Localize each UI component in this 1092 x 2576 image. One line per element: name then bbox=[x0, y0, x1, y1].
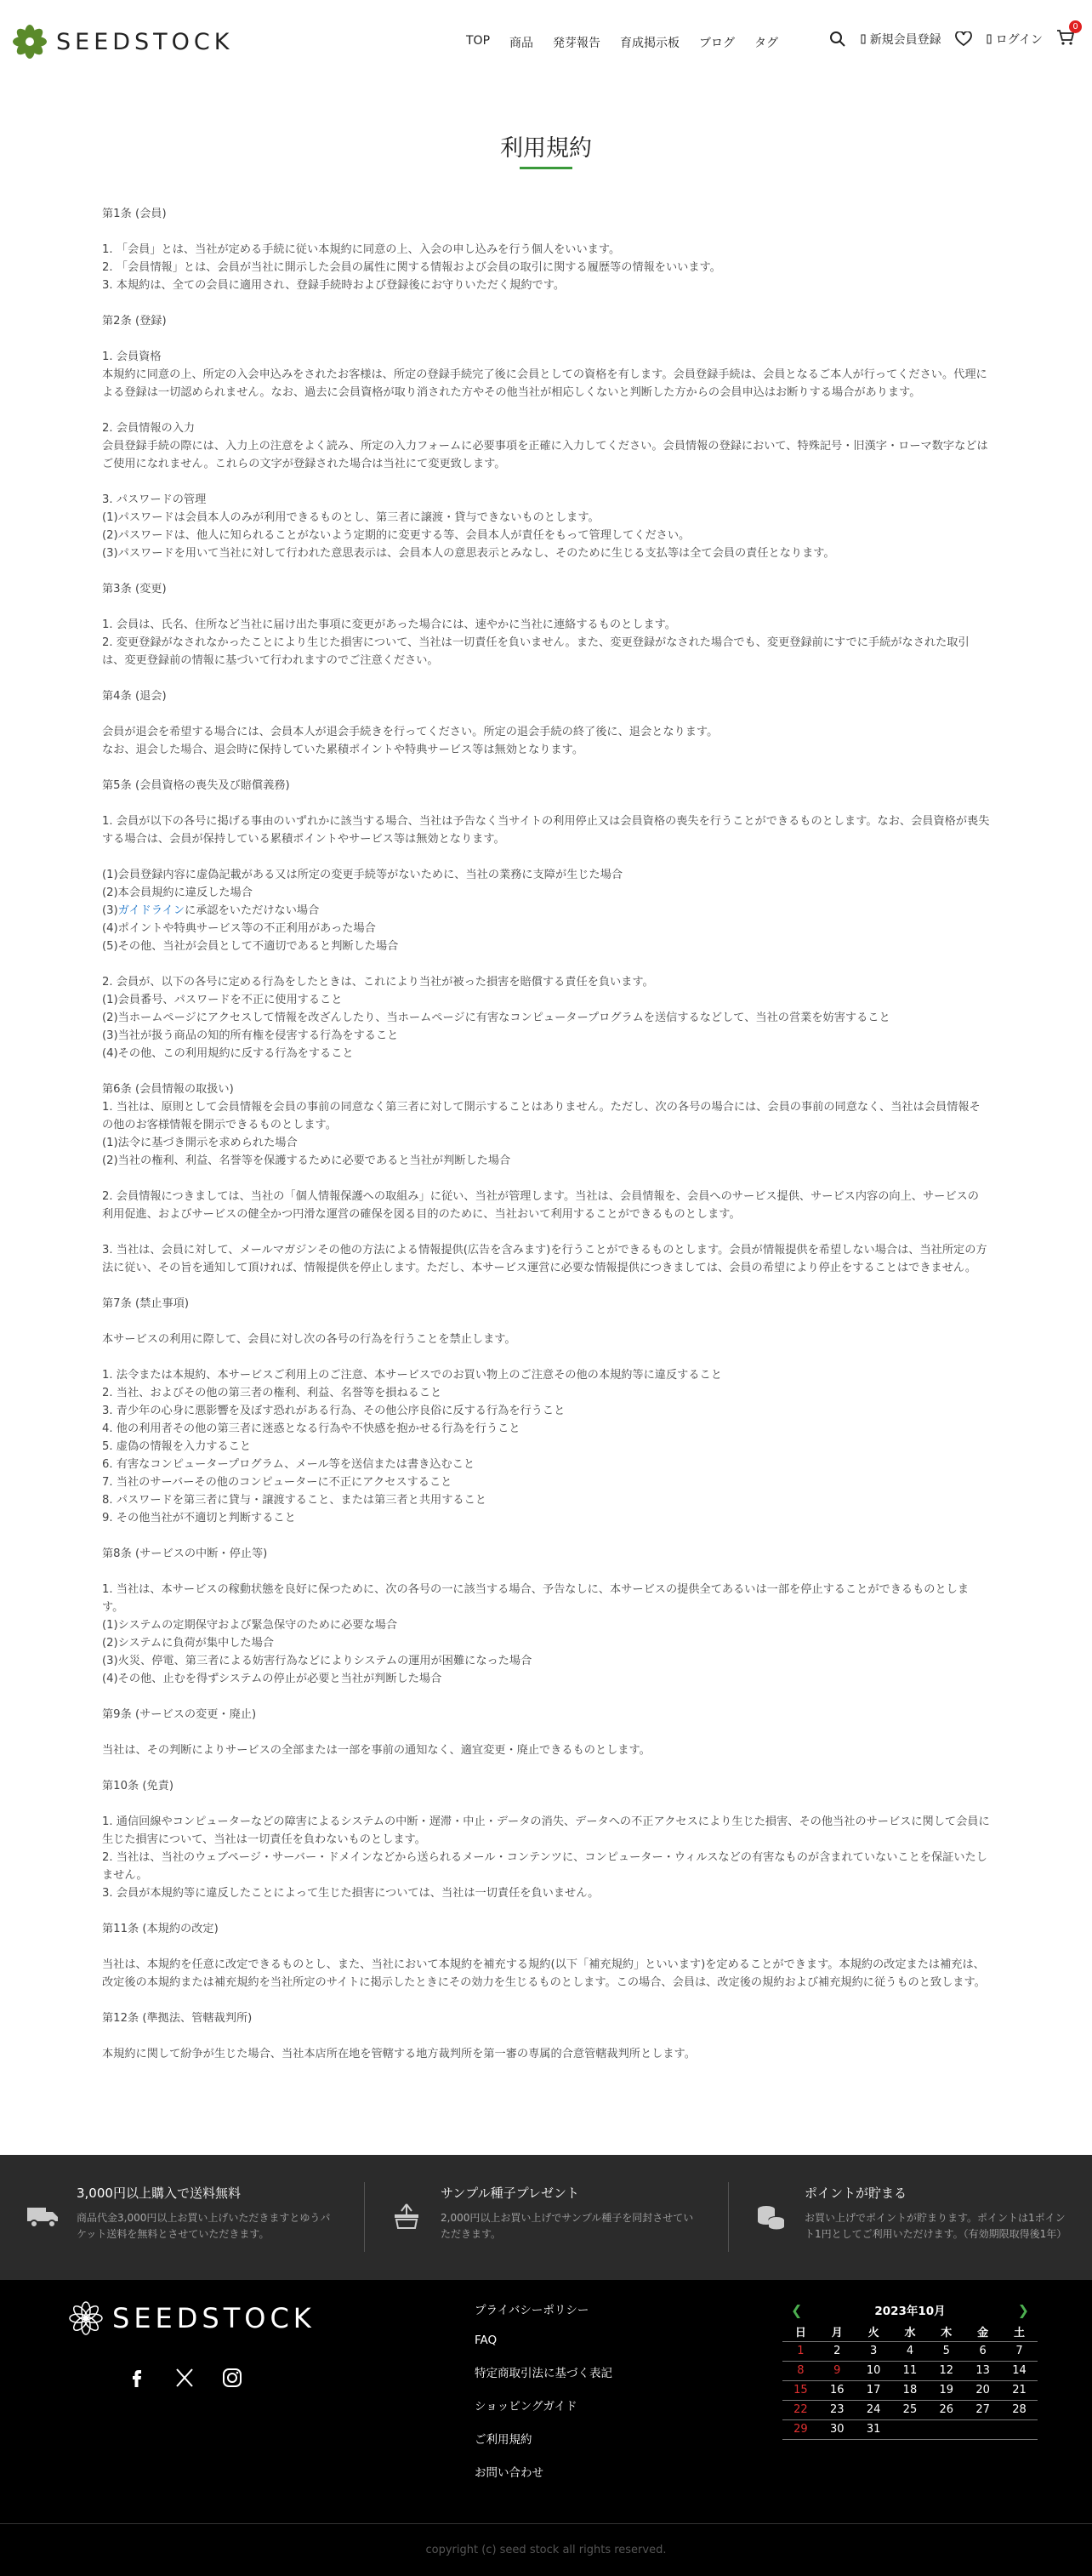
calendar-day bbox=[1001, 2419, 1038, 2439]
title-underline bbox=[520, 167, 572, 169]
feature-desc: お買い上げでポイントが貯まります。ポイントは1ポイント1円としてご利用いただけます。（有効期限取得後1年） bbox=[805, 2212, 1067, 2240]
calendar-weekday: 火 bbox=[856, 2322, 892, 2341]
calendar-day: 19 bbox=[928, 2380, 964, 2400]
register-label: 新規会員登録 bbox=[869, 33, 941, 47]
page-title: 利用規約 bbox=[500, 135, 592, 162]
article-body: 会員が退会を希望する場合には、会員本人が退会手続きを行ってください。所定の退会手続の終了後に、退会となります。 なお、退会した場合、退会時に保持していた累積ポイントや特典サービス等は無効となります。 bbox=[102, 726, 719, 756]
article-heading: 第11条 (本規約の改定) bbox=[102, 1923, 219, 1935]
article-heading: 第1条 (会員) bbox=[102, 208, 167, 220]
gift-icon bbox=[390, 2199, 424, 2233]
footer-link-tokushoho[interactable]: 特定商取引法に基づく表記 bbox=[475, 2367, 612, 2380]
article-heading: 第10条 (免責) bbox=[102, 1780, 174, 1792]
next-month-icon[interactable]: ❯ bbox=[1017, 2301, 1029, 2318]
nav-top[interactable]: TOP bbox=[466, 34, 491, 48]
nav-growing-board[interactable]: 育成掲示板 bbox=[620, 37, 680, 50]
user-plus-icon bbox=[860, 34, 867, 44]
feature-desc: 商品代金3,000円以上お買い上げいただきますとゆうパケット送料を無料とさせていただきます。 bbox=[77, 2212, 331, 2240]
footer-link-shopping-guide[interactable]: ショッピングガイド bbox=[475, 2400, 577, 2414]
calendar-day: 17 bbox=[856, 2380, 892, 2400]
login-label: ログイン bbox=[995, 33, 1043, 47]
feature-title: サンプル種子プレゼント bbox=[441, 2186, 580, 2201]
calendar-header bbox=[782, 2297, 1038, 2322]
prev-month-icon[interactable]: ❮ bbox=[791, 2301, 803, 2318]
heart-icon[interactable] bbox=[955, 31, 972, 47]
header-actions bbox=[829, 22, 1078, 49]
calendar-day: 13 bbox=[964, 2361, 1001, 2380]
calendar-day: 1 bbox=[782, 2341, 819, 2361]
calendar-day: 6 bbox=[964, 2341, 1001, 2361]
site-footer bbox=[0, 2280, 1092, 2576]
disqualification-list bbox=[102, 866, 990, 955]
search-icon[interactable] bbox=[829, 31, 846, 48]
feature-free-shipping bbox=[0, 2155, 364, 2280]
list-item: (1)会員登録内容に虚偽記載がある又は所定の変更手続等がないために、当社の業務に支障が生じた場合 (2)本会員規約に違反した場合 bbox=[102, 869, 623, 899]
article-body: 1. 会員資格 本規約に同意の上、所定の入会申込みをされたお客様は、所定の登録手続完了後に会員としての資格を有します。会員登録手続は、会員となるご本人が行ってください。代理による登録は一切認められません。なお、過去に会員資格が取り消された方やその他当社が相応しくないと判断した方からの会員申込はお断りする場合があります。 bbox=[102, 350, 987, 399]
footer-link-contact[interactable]: お問い合わせ bbox=[475, 2466, 543, 2480]
article-body: 2. 会員が、以下の各号に定める行為をしたときは、これにより当社が被った損害を賠償する責任を負います。 (1)会員番号、パスワードを不正に使用すること (2)当ホームページにアクセスして情報を改ざんしたり、当ホームページに有害なコンピュータープログラムを送信するなどして、当社の営業を妨害すること (3)当社が扱う商品の知的所有権を侵害する行為をすること (4)その他、この利用規約に反する行為をすること bbox=[102, 976, 890, 1060]
calendar-day: 11 bbox=[892, 2361, 929, 2380]
article-heading: 第12条 (準拠法、管轄裁判所) bbox=[102, 2012, 253, 2025]
guideline-link[interactable]: ガイドライン bbox=[117, 904, 185, 917]
nav-blog[interactable]: ブログ bbox=[699, 37, 736, 50]
calendar-day: 18 bbox=[892, 2380, 929, 2400]
footer-link-privacy[interactable]: プライバシーポリシー bbox=[475, 2304, 589, 2317]
calendar-table bbox=[782, 2322, 1038, 2440]
footer-logo[interactable] bbox=[68, 2300, 316, 2336]
calendar-weekday: 月 bbox=[819, 2322, 856, 2341]
feature-title: ポイントが貯まる bbox=[805, 2186, 907, 2201]
article-heading: 第7条 (禁止事項) bbox=[102, 1297, 189, 1310]
article-heading: 第9条 (サービスの変更・廃止) bbox=[102, 1708, 257, 1721]
business-calendar bbox=[782, 2297, 1038, 2440]
article-body: 1. 会員が以下の各号に掲げる事由のいずれかに該当する場合、当社は予告なく当サイトの利用停止又は会員資格の喪失を行うことができるものとします。なお、会員資格が喪失する場合は、会員が保持している累積ポイントやサービス等は無効となります。 bbox=[102, 815, 990, 846]
calendar-day: 4 bbox=[892, 2341, 929, 2361]
feature-title: 3,000円以上購入で送料無料 bbox=[77, 2186, 241, 2201]
calendar-day bbox=[928, 2419, 964, 2439]
calendar-day: 20 bbox=[964, 2380, 1001, 2400]
calendar-day: 7 bbox=[1001, 2341, 1038, 2361]
calendar-day: 30 bbox=[819, 2419, 856, 2439]
cart-count-badge: 0 bbox=[1069, 20, 1082, 33]
calendar-day: 25 bbox=[892, 2400, 929, 2419]
register-link[interactable] bbox=[860, 31, 941, 48]
article-body: 3. パスワードの管理 (1)パスワードは会員本人のみが利用できるものとし、第三者に譲渡・貸与できないものとします。 (2)パスワードは、他人に知られることがないよう定期的に変更する等、会員本人が責任をもって管理してください。 (3)パスワードを用いて当社に対して行われた意思表示は、会員本人の意思表示とみなし、そのために生じる支払等は全て会員の責任となります。 bbox=[102, 493, 835, 560]
article-body: 第6条 (会員情報の取扱い) 1. 当社は、原則として会員情報を会員の事前の同意なく第三者に対して開示することはありません。ただし、次の各号の場合には、会員の事前の同意なく、当社は会員情報その他のお客様情報を開示できるものとします。 (1)法令に基づき開示を求められた場合 (2)当社の権利、利益、名誉等を保護するために必要であると当社が判断した場合 bbox=[102, 1083, 981, 1167]
login-icon bbox=[986, 34, 992, 44]
cart-button[interactable] bbox=[1056, 22, 1078, 49]
list-item bbox=[102, 902, 990, 920]
list-item-suffix: に承認をいただけない場合 bbox=[185, 904, 320, 917]
calendar-day: 22 bbox=[782, 2400, 819, 2419]
article-body: 本規約に関して紛争が生じた場合、当社本店所在地を管轄する地方裁判所を第一審の専属的合意管轄裁判所とします。 bbox=[102, 2048, 696, 2060]
calendar-day: 21 bbox=[1001, 2380, 1038, 2400]
calendar-title: 2023年10月 bbox=[874, 2305, 946, 2318]
article-body: 1. 法令または本規約、本サービスご利用上のご注意、本サービスでのお買い物上のご注意その他の本規約等に違反すること 2. 当社、およびその他の第三者の権利、利益、名誉等を損ねること 3. 青少年の心身に悪影響を及ぼす恐れがある行為、その他公序良俗に反する行為を行うこと 4. 他の利用者その他の第三者に迷惑となる行為や不快感を抱かせる行為を行うこと 5. 虚偽の情報を入力すること 6. 有害なコンピュータープログラム、メール等を送信または書き込むこと 7. 当社のサーバーその他のコンピューターに不正にアクセスすること 8. パスワードを第三者に貸与・譲渡すること、または第三者と共用すること 9. その他当社が不適切と判断すること bbox=[102, 1369, 722, 1525]
seed-logo-icon bbox=[68, 2300, 104, 2336]
x-twitter-icon[interactable] bbox=[173, 2367, 196, 2389]
calendar-day: 2 bbox=[819, 2341, 856, 2361]
social-links bbox=[126, 2367, 243, 2389]
nav-germination-reports[interactable]: 発芽報告 bbox=[553, 37, 601, 50]
calendar-week bbox=[782, 2419, 1038, 2439]
calendar-day bbox=[892, 2419, 929, 2439]
brand-name: SEEDSTOCK bbox=[56, 28, 234, 55]
footer-link-faq[interactable]: FAQ bbox=[475, 2334, 498, 2347]
calendar-day: 28 bbox=[1001, 2400, 1038, 2419]
copyright: copyright (c) seed stock all rights reserved. bbox=[425, 2544, 667, 2556]
facebook-icon[interactable] bbox=[126, 2367, 148, 2389]
calendar-week bbox=[782, 2400, 1038, 2419]
calendar-day bbox=[964, 2419, 1001, 2439]
calendar-day: 15 bbox=[782, 2380, 819, 2400]
features-band bbox=[0, 2155, 1092, 2280]
nav-products[interactable]: 商品 bbox=[509, 37, 534, 50]
calendar-day: 24 bbox=[856, 2400, 892, 2419]
footer-links bbox=[475, 2300, 612, 2496]
site-header bbox=[0, 0, 1092, 85]
article-body: 2. 会員情報につきましては、当社の「個人情報保護への取組み」に従い、当社が管理します。当社は、会員情報を、会員へのサービス提供、サービス内容の向上、サービスの利用促進、およびサービスの健全かつ円滑な運営の確保を図る目的のために、当社おいて利用することができるものとします。 bbox=[102, 1190, 979, 1221]
article-heading: 第5条 (会員資格の喪失及び賠償義務) bbox=[102, 779, 290, 792]
calendar-day: 31 bbox=[856, 2419, 892, 2439]
calendar-weekday: 土 bbox=[1001, 2322, 1038, 2341]
nav-tags[interactable]: タグ bbox=[754, 37, 779, 50]
login-link[interactable] bbox=[986, 31, 1043, 48]
calendar-day: 8 bbox=[782, 2361, 819, 2380]
calendar-weekday: 木 bbox=[928, 2322, 964, 2341]
calendar-day: 3 bbox=[856, 2341, 892, 2361]
footer-divider bbox=[0, 2523, 1092, 2524]
article-body: 3. 当社は、会員に対して、メールマガジンその他の方法による情報提供(広告を含みます)を行うことができるものとします。会員が情報提供を希望しない場合は、当社所定の方法に従い、その旨を通知して頂ければ、情報提供を停止します。ただし、本サービス運営に必要な情報提供につきましては、会員の希望により停止をすることはできません。 bbox=[102, 1244, 987, 1274]
calendar-day: 26 bbox=[928, 2400, 964, 2419]
feature-sample-seeds bbox=[364, 2155, 728, 2280]
article-body: 2. 会員情報の入力 会員登録手続の際には、入力上の注意をよく読み、所定の入力フォームに必要事項を正確に入力してください。会員情報の登録において、特殊記号・旧漢字・ローマ数字などはご使用になれません。これらの文字が登録された場合は当社にて変更致します。 bbox=[102, 422, 988, 470]
calendar-week bbox=[782, 2341, 1038, 2361]
calendar-day: 12 bbox=[928, 2361, 964, 2380]
calendar-day: 14 bbox=[1001, 2361, 1038, 2380]
main-nav bbox=[466, 34, 778, 51]
calendar-weekday: 日 bbox=[782, 2322, 819, 2341]
calendar-day: 23 bbox=[819, 2400, 856, 2419]
list-item-prefix: (3) bbox=[102, 904, 118, 917]
footer-brand-name: SEEDSTOCK bbox=[112, 2302, 316, 2334]
calendar-weekday: 水 bbox=[892, 2322, 929, 2341]
instagram-icon[interactable] bbox=[221, 2367, 243, 2389]
feature-desc: 2,000円以上お買い上げでサンプル種子を同封させていただきます。 bbox=[441, 2212, 694, 2240]
calendar-day: 29 bbox=[782, 2419, 819, 2439]
article-heading: 第3条 (変更) bbox=[102, 583, 167, 596]
article-heading: 第2条 (登録) bbox=[102, 315, 167, 328]
article-body: 1. 「会員」とは、当社が定める手続に従い本規約に同意の上、入会の申し込みを行う個人をいいます。 2. 「会員情報」とは、会員が当社に開示した会員の属性に関する情報および会員の取引に関する履歴等の情報をいいます。 3. 本規約は、全ての会員に適用され、登録手続時および登録後にお守りいただく規約です。 bbox=[102, 243, 721, 292]
calendar-day: 5 bbox=[928, 2341, 964, 2361]
calendar-day: 9 bbox=[819, 2361, 856, 2380]
site-logo[interactable] bbox=[12, 24, 234, 60]
coins-icon bbox=[754, 2199, 788, 2233]
list-item: (5)その他、当社が会員として不適切であると判断した場合 bbox=[102, 940, 399, 953]
list-item: (4)ポイントや特典サービス等の不正利用があった場合 bbox=[102, 922, 376, 935]
footer-link-terms[interactable]: ご利用規約 bbox=[475, 2433, 532, 2447]
calendar-day: 16 bbox=[819, 2380, 856, 2400]
article-body: 1. 通信回線やコンピューターなどの障害によるシステムの中断・遅滞・中止・データの消失、データへの不正アクセスにより生じた損害、その他当社のサービスに関して会員に生じた損害について、当社は一切責任を負わないものとします。 2. 当社は、当社のウェブページ・サーバー・ドメインなどから送られるメール・コンテンツに、コンピューター・ウィルスなどの有害なものが含まれていないことを保証いたしません。 3. 会員が本規約等に違反したことによって生じた損害については、当社は一切責任を負いません。 bbox=[102, 1815, 990, 1900]
calendar-weekday: 金 bbox=[964, 2322, 1001, 2341]
article-heading: 第4条 (退会) bbox=[102, 690, 167, 703]
article-body: 当社は、その判断によりサービスの全部または一部を事前の通知なく、適宜変更・廃止できるものとします。 bbox=[102, 1744, 651, 1757]
calendar-week bbox=[782, 2361, 1038, 2380]
article-heading: 第8条 (サービスの中断・停止等) bbox=[102, 1547, 268, 1560]
article-body: 当社は、本規約を任意に改定できるものとし、また、当社において本規約を補充する規約(以下「補充規約」といいます)を定めることができます。本規約の改定または補充は、改定後の本規約または補充規約を当社所定のサイトに掲示したときにその効力を生じるものとします。この場合、会員は、改定後の規約および補充規約に従うものと致します。 bbox=[102, 1958, 986, 1989]
article-body: 1. 会員は、氏名、住所など当社に届け出た事項に変更があった場合には、速やかに当社に連絡するものとします。 2. 変更登録がなされなかったことにより生じた損害について、当社は一切責任を負いません。また、変更登録がなされた場合でも、変更登録前にすでに手続がなされた取引は、変更登録前の情報に基づいて行われますのでご注意ください。 bbox=[102, 618, 970, 667]
calendar-week bbox=[782, 2380, 1038, 2400]
article-body: 本サービスの利用に際して、会員に対し次の各号の行為を行うことを禁止します。 bbox=[102, 1333, 516, 1346]
truck-icon bbox=[26, 2199, 60, 2233]
article-body: 1. 当社は、本サービスの稼動状態を良好に保つために、次の各号の一に該当する場合、予告なしに、本サービスの提供全てあるいは一部を停止することができるものとします。 (1)システムの定期保守および緊急保守のために必要な場合 (2)システムに負荷が集中した場合 (3)火災、停電、第三者による妨害行為などによりシステムの運用が困難になった場合 (4)その他、止むを得ずシステムの停止が必要と当社が判断した場合 bbox=[102, 1583, 970, 1685]
terms-content bbox=[102, 205, 990, 2081]
seed-logo-icon bbox=[12, 24, 48, 60]
feature-points bbox=[728, 2155, 1092, 2280]
calendar-day: 10 bbox=[856, 2361, 892, 2380]
calendar-day: 27 bbox=[964, 2400, 1001, 2419]
